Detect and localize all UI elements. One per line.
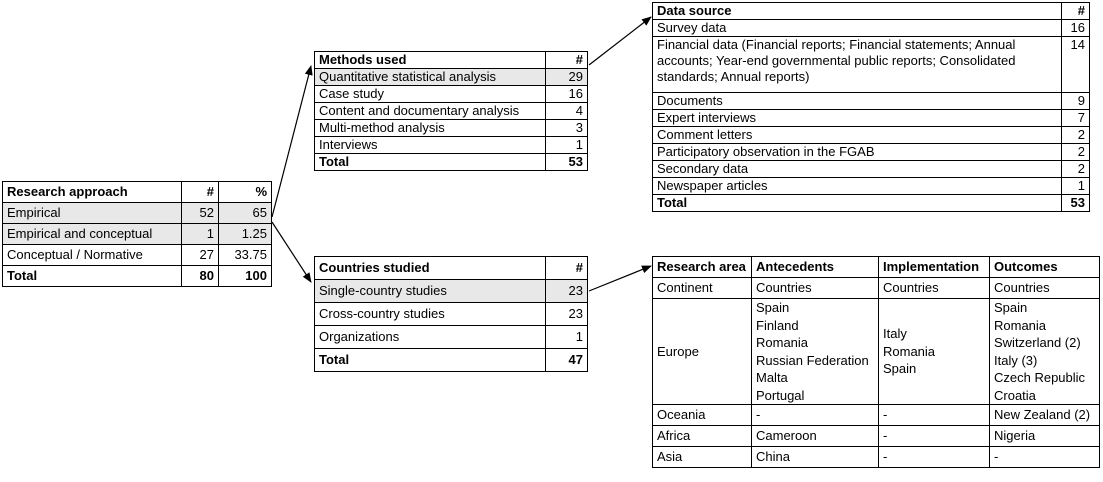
implementation-cell: Countries (879, 278, 990, 299)
row-label: Empirical (3, 203, 182, 224)
total-count: 80 (182, 266, 219, 287)
arrow-approach-to-countries (272, 222, 311, 282)
row-label: Multi-method analysis (315, 120, 546, 137)
outcomes-cell: New Zealand (2) (990, 405, 1100, 426)
row-label: Content and documentary analysis (315, 103, 546, 120)
table-row (653, 278, 1100, 299)
header-percent: % (219, 182, 272, 203)
header-data-source: Data source (653, 3, 1062, 20)
countries-studied-table (314, 256, 588, 372)
research-area-table (652, 256, 1100, 468)
total-label: Total (3, 266, 182, 287)
arrow-countries-to-area (589, 266, 651, 291)
total-count: 53 (1062, 195, 1090, 212)
row-label: Interviews (315, 137, 546, 154)
row-label: Documents (653, 93, 1062, 110)
row-count: 16 (546, 86, 588, 103)
total-label: Total (653, 195, 1062, 212)
area-cell: Europe (653, 299, 752, 405)
table-row (653, 127, 1090, 144)
row-count: 9 (1062, 93, 1090, 110)
area-cell: Africa (653, 426, 752, 447)
row-label: Case study (315, 86, 546, 103)
header-count: # (546, 257, 588, 280)
antecedents-cell: Spain Finland Romania Russian Federation Malta Portugal (752, 299, 879, 405)
total-percent: 100 (219, 266, 272, 287)
row-count: 29 (546, 69, 588, 86)
row-label: Participatory observation in the FGAB (653, 144, 1062, 161)
row-label: Survey data (653, 20, 1062, 37)
methods-used-table (314, 51, 588, 171)
area-cell: Asia (653, 447, 752, 468)
table-row (315, 137, 588, 154)
total-row (653, 195, 1090, 212)
row-count: 14 (1062, 37, 1090, 93)
row-label: Secondary data (653, 161, 1062, 178)
header-research-approach: Research approach (3, 182, 182, 203)
row-percent: 65 (219, 203, 272, 224)
table-row (653, 37, 1090, 93)
row-label: Empirical and conceptual (3, 224, 182, 245)
table-row (3, 203, 272, 224)
row-label: Expert interviews (653, 110, 1062, 127)
arrow-approach-to-methods (272, 66, 311, 217)
total-row (315, 154, 588, 171)
total-count: 53 (546, 154, 588, 171)
row-label: Financial data (Financial reports; Financial statements; Annual accounts; Year-end governmental public reports; Consolidated standards; Annual reports) (653, 37, 1062, 93)
table-header-row (653, 3, 1090, 20)
row-percent: 1.25 (219, 224, 272, 245)
implementation-cell: - (879, 426, 990, 447)
table-header-row (653, 257, 1100, 278)
header-implementation: Implementation (879, 257, 990, 278)
implementation-cell: - (879, 405, 990, 426)
header-count: # (546, 52, 588, 69)
table-row (315, 103, 588, 120)
header-research-area: Research area (653, 257, 752, 278)
outcomes-cell: - (990, 447, 1100, 468)
table-row (315, 120, 588, 137)
row-label: Conceptual / Normative (3, 245, 182, 266)
row-count: 1 (546, 326, 588, 349)
table-row (315, 69, 588, 86)
table-row (3, 224, 272, 245)
implementation-cell: - (879, 447, 990, 468)
row-count: 3 (546, 120, 588, 137)
table-row (653, 161, 1090, 178)
total-label: Total (315, 349, 546, 372)
row-count: 27 (182, 245, 219, 266)
row-count: 2 (1062, 144, 1090, 161)
row-count: 23 (546, 280, 588, 303)
row-count: 1 (546, 137, 588, 154)
total-row (315, 349, 588, 372)
antecedents-cell: Countries (752, 278, 879, 299)
row-count: 1 (182, 224, 219, 245)
row-count: 52 (182, 203, 219, 224)
table-header-row (3, 182, 272, 203)
row-percent: 33.75 (219, 245, 272, 266)
table-row (653, 93, 1090, 110)
total-row (3, 266, 272, 287)
row-label: Single-country studies (315, 280, 546, 303)
table-row (653, 426, 1100, 447)
data-source-table (652, 2, 1090, 212)
arrow-methods-to-source (589, 17, 651, 65)
antecedents-cell: Cameroon (752, 426, 879, 447)
header-count: # (182, 182, 219, 203)
row-label: Cross-country studies (315, 303, 546, 326)
row-label: Comment letters (653, 127, 1062, 144)
table-row (653, 144, 1090, 161)
row-label: Quantitative statistical analysis (315, 69, 546, 86)
table-row (653, 447, 1100, 468)
table-row (315, 303, 588, 326)
total-count: 47 (546, 349, 588, 372)
table-row (3, 245, 272, 266)
table-row (315, 280, 588, 303)
table-row (315, 86, 588, 103)
antecedents-cell: China (752, 447, 879, 468)
header-methods-used: Methods used (315, 52, 546, 69)
table-row (653, 405, 1100, 426)
table-header-row (315, 257, 588, 280)
total-label: Total (315, 154, 546, 171)
area-cell: Continent (653, 278, 752, 299)
row-count: 2 (1062, 127, 1090, 144)
antecedents-cell: - (752, 405, 879, 426)
table-row (653, 110, 1090, 127)
outcomes-cell: Countries (990, 278, 1100, 299)
table-row (653, 299, 1100, 405)
header-count: # (1062, 3, 1090, 20)
header-antecedents: Antecedents (752, 257, 879, 278)
row-count: 16 (1062, 20, 1090, 37)
area-cell: Oceania (653, 405, 752, 426)
row-count: 1 (1062, 178, 1090, 195)
table-row (653, 20, 1090, 37)
row-count: 2 (1062, 161, 1090, 178)
row-count: 7 (1062, 110, 1090, 127)
header-outcomes: Outcomes (990, 257, 1100, 278)
research-approach-table (2, 181, 272, 287)
outcomes-cell: Nigeria (990, 426, 1100, 447)
table-header-row (315, 52, 588, 69)
row-label: Organizations (315, 326, 546, 349)
table-row (315, 326, 588, 349)
outcomes-cell: Spain Romania Switzerland (2) Italy (3) Czech Republic Croatia (990, 299, 1100, 405)
table-row (653, 178, 1090, 195)
row-label: Newspaper articles (653, 178, 1062, 195)
row-count: 4 (546, 103, 588, 120)
implementation-cell: Italy Romania Spain (879, 299, 990, 405)
header-countries-studied: Countries studied (315, 257, 546, 280)
row-count: 23 (546, 303, 588, 326)
